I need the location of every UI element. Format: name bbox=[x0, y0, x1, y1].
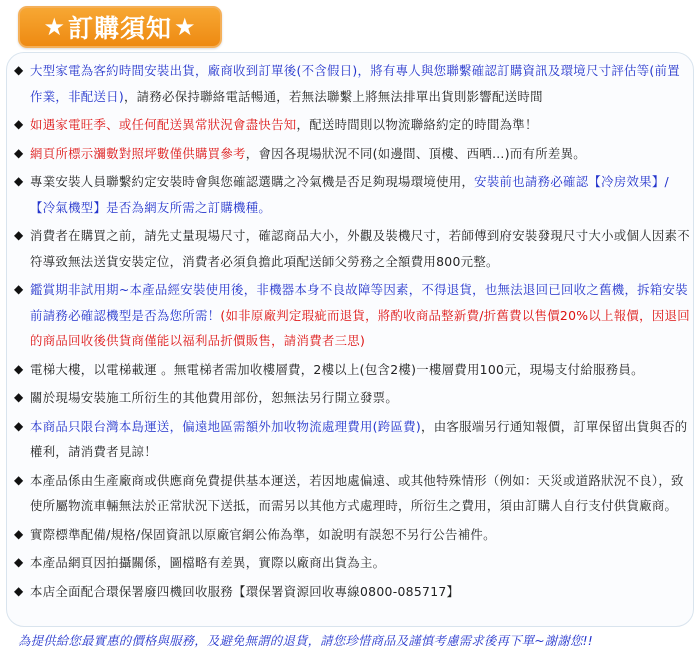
notice-item bbox=[14, 550, 690, 576]
notice-item bbox=[14, 357, 690, 383]
notice-text-segment: ，由客服端另行通知報價，訂單保留出貨與否的權利，請消費者見諒！ bbox=[30, 418, 688, 459]
notice-item bbox=[14, 385, 690, 411]
diamond-bullet-icon: ◆ bbox=[14, 174, 24, 188]
notice-text-segment: 實際標準配備/規格/保固資訊以原廠官網公佈為準，如說明有誤恕不另行公告補件。 bbox=[30, 526, 496, 542]
notice-item bbox=[14, 169, 690, 220]
notice-text-segment: 如遇家電旺季、或任何配送異常狀況會盡快告知 bbox=[30, 117, 297, 132]
diamond-bullet-icon: ◆ bbox=[14, 583, 24, 598]
notice-item bbox=[14, 468, 690, 519]
notice-item bbox=[14, 112, 690, 138]
title-badge bbox=[18, 6, 222, 48]
notice-text-segment: 安裝前也請務必確認【冷房效果】/【冷氣機型】是否為網友所需之訂購機種。 bbox=[30, 174, 670, 215]
diamond-bullet-icon: ◆ bbox=[14, 526, 24, 541]
notice-text-segment: 電梯大樓，以電梯載運 。無電梯者需加收樓層費，2樓以上(包含2樓)一樓層費用100元，現場支付給服務員。 bbox=[30, 361, 644, 377]
notice-text-segment: 專業安裝人員聯繫約定安裝時會與您確認選購之冷氣機是否足夠現場環境使用， bbox=[30, 174, 475, 189]
notice-list bbox=[14, 58, 690, 607]
notice-text-segment: ，請務必保持聯絡電話暢通，若無法聯繫上將無法排單出貨則影響配送時間 bbox=[123, 88, 543, 104]
diamond-bullet-icon: ◆ bbox=[14, 228, 24, 242]
notice-item bbox=[14, 522, 690, 548]
diamond-bullet-icon: ◆ bbox=[14, 117, 24, 131]
notice-text-segment: 消費者在購買之前，請先丈量現場尺寸，確認商品大小，外觀及裝機尺寸，若師傅到府安裝發現尺寸大小或個人因素不符導致無法送貨安裝定位，消費者必須負擔此項配送師父勞務之全額費用800元整。 bbox=[30, 228, 690, 269]
notice-text-segment: 本商品只限台灣本島運送，偏遠地區需額外加收物流處理費用(跨區費) bbox=[30, 418, 421, 434]
notice-text-segment: 本產品係由生產廠商或供應商免費提供基本運送，若因地處偏遠、或其他特殊情形（例如：天災或道路狀況不良），致使所屬物流車輛無法於正常狀況下送抵，而需另以其他方式處理時，所衍生之費用，須由訂購人自行支付供貨廠商。 bbox=[30, 472, 684, 513]
notice-item bbox=[14, 579, 690, 605]
footer-note: 為提供給您最實惠的價格與服務，及避免無謂的退貨，請您珍惜商品及謹慎考慮需求後再下單~謝謝您!! bbox=[18, 633, 593, 648]
notice-text-segment: 鑑賞期非試用期~本產品經安裝使用後，非機器本身不良故障等因素，不得退貨，也無法退回已回收之舊機，拆箱安裝前請務必確認機型是否為您所需！ bbox=[30, 282, 688, 323]
diamond-bullet-icon: ◆ bbox=[14, 145, 24, 160]
star-icon-left: ★ bbox=[43, 13, 66, 41]
notice-item bbox=[14, 223, 690, 274]
notice-item bbox=[14, 277, 690, 354]
notice-item bbox=[14, 141, 690, 167]
diamond-bullet-icon: ◆ bbox=[14, 418, 24, 433]
notice-text-segment: 本店全面配合環保署廢四機回收服務【環保署資源回收專線0800-085717】 bbox=[30, 583, 460, 599]
diamond-bullet-icon: ◆ bbox=[14, 555, 24, 569]
notice-item bbox=[14, 414, 690, 465]
diamond-bullet-icon: ◆ bbox=[14, 390, 24, 404]
notice-text-segment: (如非原廠判定瑕疵而退貨，將酌收商品整新費/折舊費以售價20%以上報價，因退回的商品回收後供貨商僅能以福利品折價販售，請消費者三思) bbox=[30, 307, 690, 348]
diamond-bullet-icon: ◆ bbox=[14, 282, 24, 296]
notice-text-segment: 網頁所標示瀰數對照坪數僅供購買參考 bbox=[30, 145, 246, 161]
diamond-bullet-icon: ◆ bbox=[14, 361, 24, 376]
notice-text-segment: 大型家電為客約時間安裝出貨，廠商收到訂單後(不含假日)，將有專人與您聯繫確認訂購資訊及環境尺寸評估等(前置作業，非配送日) bbox=[30, 63, 680, 104]
diamond-bullet-icon: ◆ bbox=[14, 472, 24, 487]
notice-item bbox=[14, 58, 690, 109]
notice-text-segment: ，會因各現場狀況不同(如邊間、頂樓、西晒…)而有所差異。 bbox=[245, 145, 586, 161]
notice-text-segment: ，配送時間則以物流聯絡約定的時間為準！ bbox=[296, 117, 538, 132]
diamond-bullet-icon: ◆ bbox=[14, 63, 24, 77]
page-title: 訂購須知 bbox=[67, 14, 172, 43]
notice-text-segment: 本產品網頁因拍攝關係，圖檔略有差異，實際以廠商出貨為主。 bbox=[30, 555, 386, 570]
notice-text-segment: 關於現場安裝施工所衍生的其他費用部份，恕無法另行開立發票。 bbox=[30, 390, 399, 405]
star-icon-right: ★ bbox=[174, 13, 197, 41]
